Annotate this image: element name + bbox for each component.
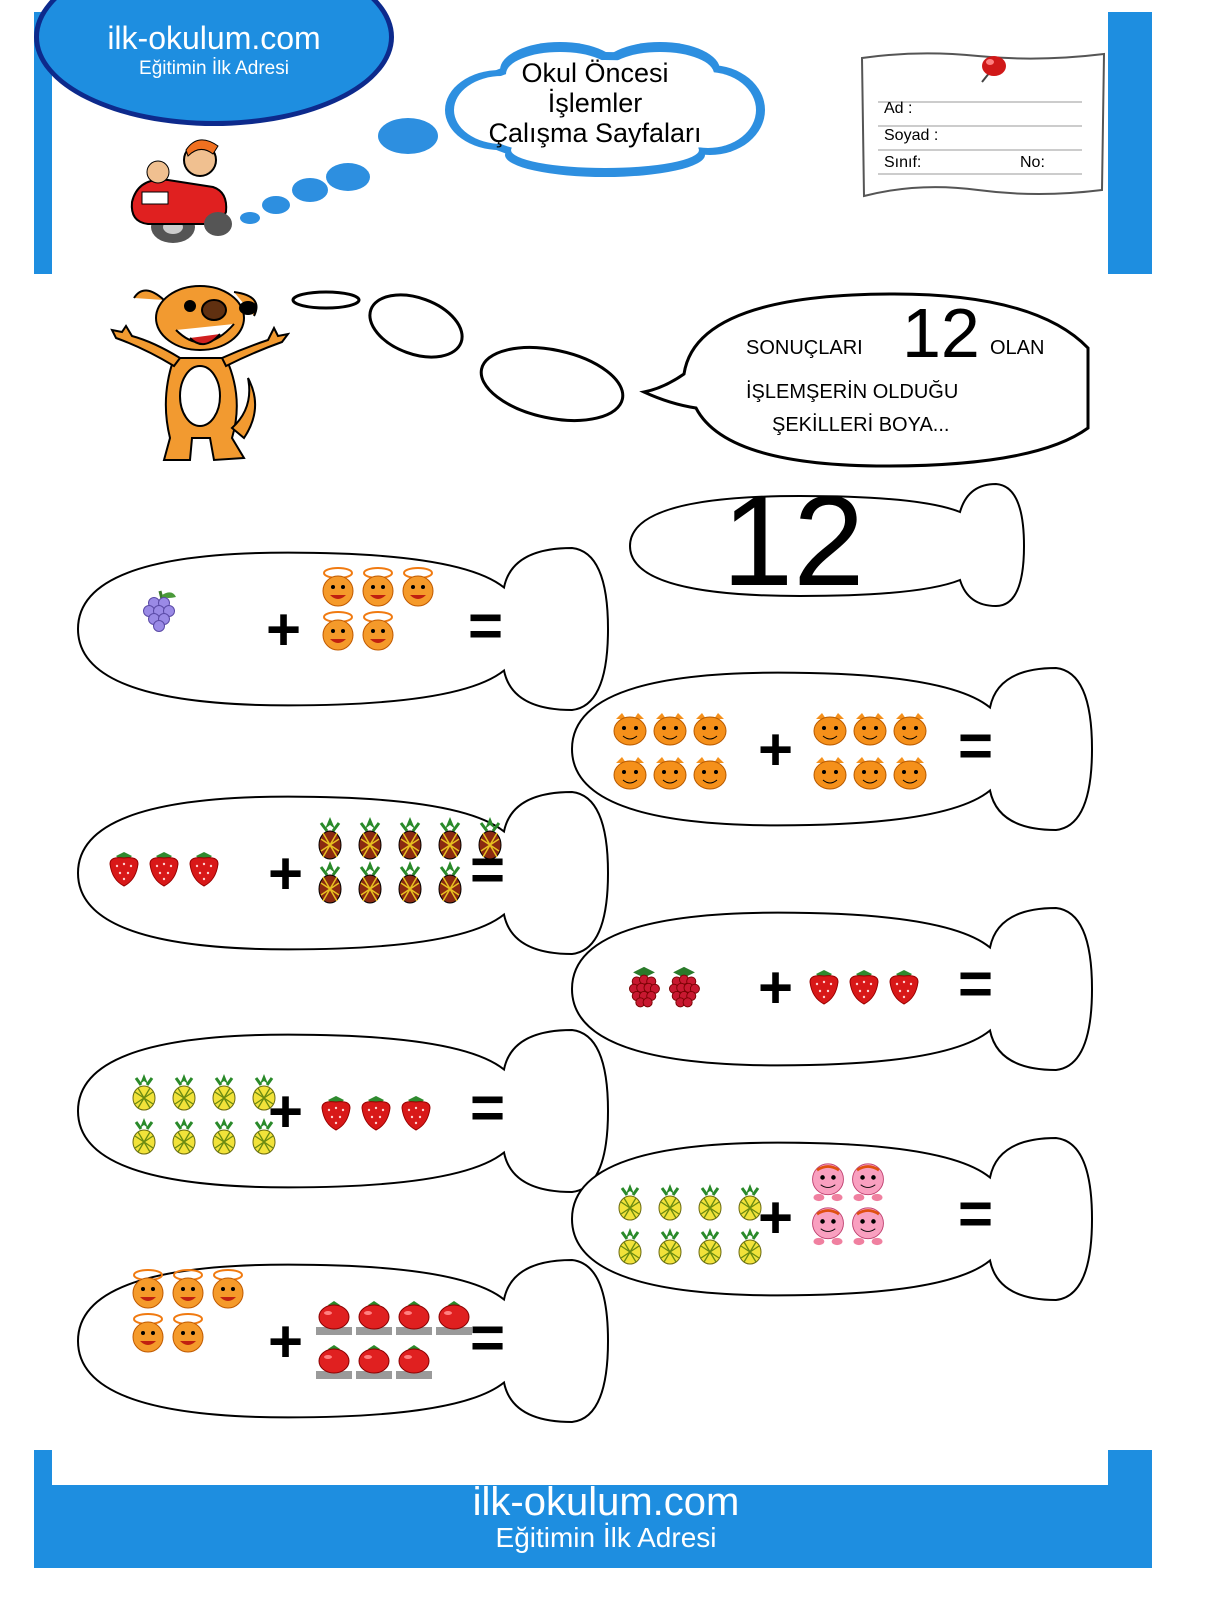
pushpin-icon <box>970 52 1010 88</box>
thought-puff <box>378 118 438 154</box>
orange-icon <box>318 610 358 654</box>
left-fruit-group <box>610 1180 770 1268</box>
thought-puff <box>262 196 290 214</box>
instruction-line2: İŞLEMŞERİN OLDUĞU <box>746 381 959 403</box>
equals-sign: = <box>470 1304 506 1371</box>
pineapple-icon <box>610 1180 650 1224</box>
orange-icon <box>810 706 850 750</box>
raspberry-icon <box>664 964 704 1008</box>
pineapple-icon <box>430 860 470 904</box>
strawberry-icon <box>844 964 884 1008</box>
orange-icon <box>850 706 890 750</box>
peach-icon <box>848 1204 888 1248</box>
left-fruit-group <box>140 588 180 632</box>
title-line-1: Okul Öncesi <box>521 58 669 88</box>
left-fruit-group <box>610 706 730 794</box>
peach-icon <box>848 1160 888 1204</box>
footer-slogan: Eğitimin İlk Adresi <box>495 1522 717 1553</box>
car-boy-icon <box>128 132 238 247</box>
pineapple-icon <box>690 1224 730 1268</box>
thought-puff <box>292 178 328 202</box>
title-cloud-text <box>440 58 750 148</box>
strawberry-icon <box>144 846 184 890</box>
orange-icon <box>358 610 398 654</box>
pineapple-icon <box>390 816 430 860</box>
pineapple-icon <box>124 1070 164 1114</box>
strawberry-icon <box>356 1090 396 1134</box>
pineapple-icon <box>610 1224 650 1268</box>
raspberry-icon <box>624 964 664 1008</box>
left-fruit-group <box>624 964 704 1008</box>
tomato-icon <box>354 1340 394 1384</box>
right-fruit-group <box>316 1090 436 1134</box>
tomato-icon <box>314 1296 354 1340</box>
plus-sign: + <box>268 1308 304 1375</box>
orange-icon <box>168 1312 208 1356</box>
right-fruit-group <box>318 566 438 654</box>
orange-icon <box>398 566 438 610</box>
grape-icon <box>140 588 180 632</box>
orange-icon <box>208 1268 248 1312</box>
pineapple-icon <box>650 1224 690 1268</box>
pineapple-icon <box>430 816 470 860</box>
orange-icon <box>318 566 358 610</box>
tomato-icon <box>314 1340 354 1384</box>
pineapple-icon <box>164 1114 204 1158</box>
instruction-number: 12 <box>902 294 980 372</box>
instruction-line3: ŞEKİLLERİ BOYA... <box>772 414 950 436</box>
pineapple-icon <box>310 860 350 904</box>
pineapple-icon <box>204 1070 244 1114</box>
equals-sign: = <box>470 1074 506 1141</box>
equals-sign: = <box>958 712 994 779</box>
pineapple-icon <box>350 816 390 860</box>
pineapple-icon <box>350 860 390 904</box>
instruction-part1: SONUÇLARI <box>746 337 863 359</box>
pineapple-icon <box>164 1070 204 1114</box>
plus-sign: + <box>758 716 794 783</box>
plus-sign: + <box>268 1078 304 1145</box>
orange-icon <box>358 566 398 610</box>
orange-icon <box>650 706 690 750</box>
footer-site-title[interactable]: ilk-okulum.com <box>472 1480 740 1524</box>
form-ad-label: Ad : <box>884 100 913 117</box>
pineapple-icon <box>390 860 430 904</box>
strawberry-icon <box>184 846 224 890</box>
left-fruit-group <box>128 1268 248 1356</box>
equals-sign: = <box>470 836 506 903</box>
form-sinif-label: Sınıf: <box>884 154 922 171</box>
tomato-icon <box>394 1296 434 1340</box>
orange-icon <box>810 750 850 794</box>
left-fruit-group <box>124 1070 284 1158</box>
pineapple-icon <box>690 1180 730 1224</box>
right-fruit-group <box>810 706 930 794</box>
peach-icon <box>808 1160 848 1204</box>
right-fruit-group <box>314 1296 474 1384</box>
title-line-2: İşlemler <box>547 88 643 118</box>
instruction-part2: OLAN <box>990 337 1045 359</box>
strawberry-icon <box>804 964 844 1008</box>
tomato-icon <box>394 1340 434 1384</box>
thought-ovals <box>284 288 644 438</box>
plus-sign: + <box>268 840 304 907</box>
tomato-icon <box>354 1296 394 1340</box>
strawberry-icon <box>104 846 144 890</box>
peach-icon <box>808 1204 848 1248</box>
orange-icon <box>850 750 890 794</box>
strawberry-icon <box>884 964 924 1008</box>
orange-icon <box>890 706 930 750</box>
site-logo-title[interactable]: ilk-okulum.com <box>107 20 321 56</box>
orange-icon <box>610 706 650 750</box>
thought-puff <box>326 163 370 191</box>
title-line-3: Çalışma Sayfaları <box>488 118 702 148</box>
right-fruit-group <box>804 964 924 1008</box>
orange-icon <box>690 706 730 750</box>
orange-icon <box>128 1312 168 1356</box>
orange-icon <box>650 750 690 794</box>
site-logo-slogan: Eğitimin İlk Adresi <box>139 58 289 79</box>
orange-icon <box>690 750 730 794</box>
equals-sign: = <box>958 1180 994 1247</box>
strawberry-icon <box>396 1090 436 1134</box>
pineapple-icon <box>124 1114 164 1158</box>
form-soyad-label: Soyad : <box>884 127 939 144</box>
plus-sign: + <box>266 596 302 663</box>
orange-icon <box>890 750 930 794</box>
thought-puff <box>240 212 260 224</box>
strawberry-icon <box>316 1090 356 1134</box>
equals-sign: = <box>468 592 504 659</box>
speech-bubble <box>636 288 1096 470</box>
equals-sign: = <box>958 950 994 1017</box>
orange-icon <box>168 1268 208 1312</box>
target-number: 12 <box>722 470 865 613</box>
orange-icon <box>610 750 650 794</box>
right-fruit-group <box>808 1160 888 1248</box>
plus-sign: + <box>758 954 794 1021</box>
orange-icon <box>128 1268 168 1312</box>
pineapple-icon <box>204 1114 244 1158</box>
pineapple-icon <box>650 1180 690 1224</box>
tomato-icon <box>434 1296 474 1340</box>
plus-sign: + <box>758 1184 794 1251</box>
pineapple-icon <box>310 816 350 860</box>
left-fruit-group <box>104 846 224 890</box>
form-no-label: No: <box>1020 154 1045 171</box>
dog-icon <box>104 278 290 466</box>
